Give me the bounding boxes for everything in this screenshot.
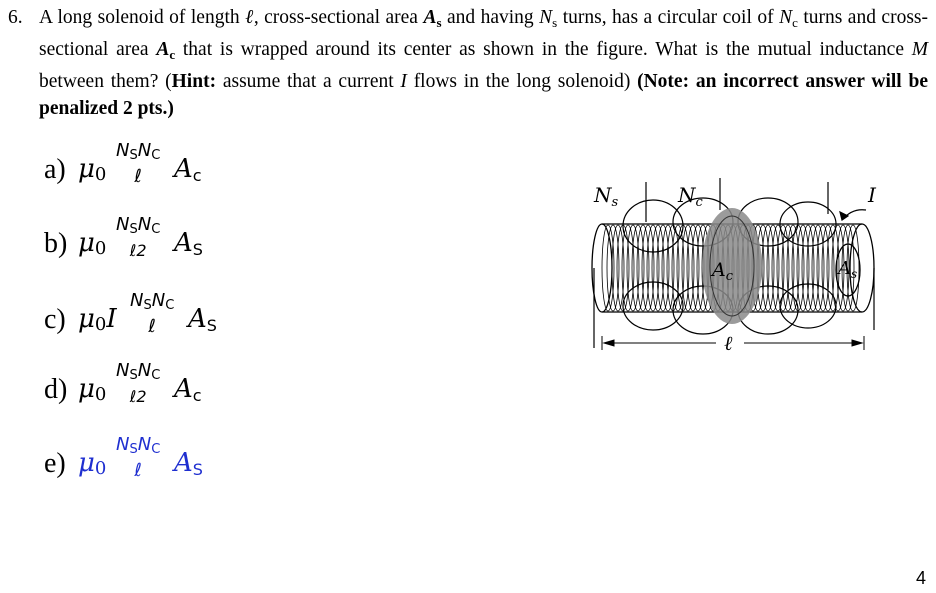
label-nc: $N_c$	[678, 183, 703, 210]
fraction: NSNC ℓ	[116, 434, 161, 481]
solenoid-diagram	[580, 170, 910, 370]
question-text	[8, 4, 928, 122]
page-number: 4	[916, 568, 927, 588]
label-length: ℓ	[724, 331, 733, 355]
option-d[interactable]: d) μ0 NSNC ℓ2 Ac	[44, 360, 202, 406]
option-c[interactable]: c) μ0I NSNC ℓ AS	[44, 290, 217, 337]
solenoid-figure	[580, 170, 910, 370]
label-ns: $N_s$	[594, 183, 619, 210]
option-e[interactable]: e) μ0 NSNC ℓ AS	[44, 434, 203, 481]
label-current: I	[868, 183, 876, 207]
option-b[interactable]: b) μ0 NSNC ℓ2 AS	[44, 214, 203, 260]
center-coil-shade	[702, 208, 762, 324]
question-number: 6.	[8, 7, 23, 28]
fraction: NSNC ℓ	[130, 290, 175, 337]
label-as: $A_s$	[838, 258, 858, 281]
fraction: NSNC ℓ2	[116, 360, 161, 406]
penalty-note: (Note: an incorrect answer will be penalized 2 pts.)	[39, 71, 928, 119]
question-body: A long solenoid of length ℓ, cross-sectional area $A_s$ and having $N_s$ turns, has a circular coil of $N_c$ turns and cross-sectional area $A_c$ that is wrapped around its center as shown in the figure. What is the mutual inductance M between them? (Hint: assume that a current I flows in the long solenoid) (Note: an incorrect answer will be penalized 2 pts.)	[39, 7, 928, 119]
length-dimension	[602, 336, 864, 350]
fraction: NSNC ℓ	[116, 140, 161, 187]
fraction: NSNC ℓ2	[116, 214, 161, 260]
option-a[interactable]: a) μ0 NSNC ℓ Ac	[44, 140, 202, 187]
label-ac: $A_c$	[712, 259, 734, 284]
